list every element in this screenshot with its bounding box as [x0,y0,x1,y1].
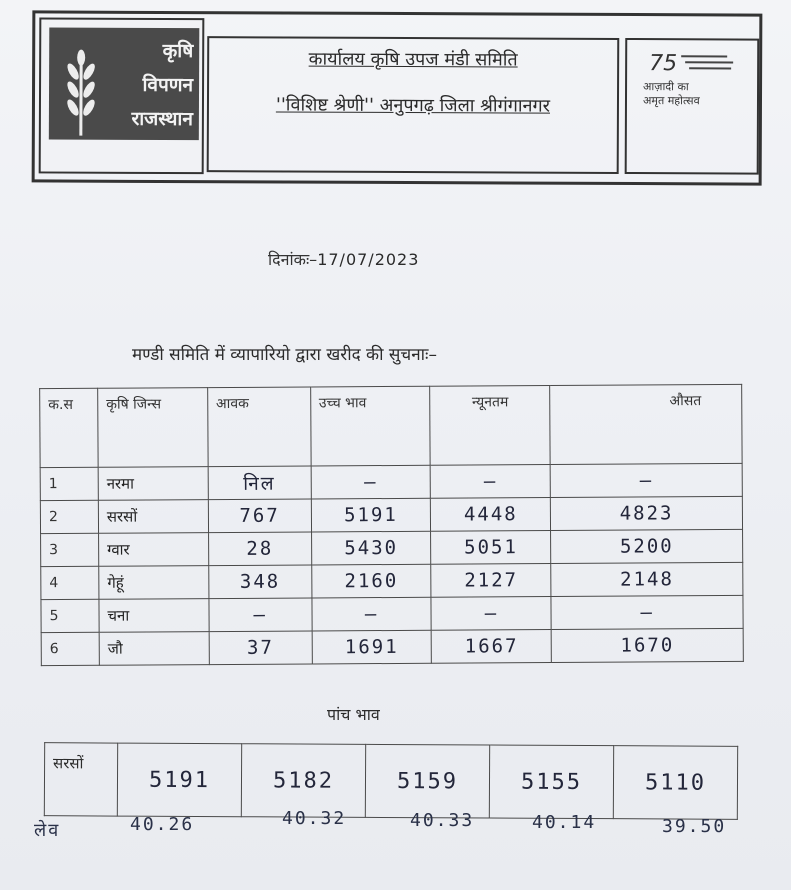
cell-high: 5430 [311,531,431,565]
cell-avg: – [551,595,743,629]
cell-serial: 5 [41,599,99,632]
cell-avg: 4823 [551,496,743,530]
wheat-icon [61,48,101,138]
table-row [41,595,743,632]
azadi-amrit-mahotsav-logo [647,48,737,76]
cell-commodity: जौ [99,632,209,666]
logo-line: विपणन [142,73,194,97]
cell-min: 1667 [432,630,552,664]
badge-text [643,80,700,108]
panch-price: 5191 [117,743,241,817]
office-name: कार्यालय कृषि उपज मंडी समिति [308,48,518,71]
panch-price: 5155 [489,745,613,819]
office-title-box [207,36,620,174]
panch-price: 5110 [613,746,737,820]
cell-min: 4448 [431,498,551,532]
cell-high: 2160 [311,564,431,598]
badge-line: आज़ादी का [643,80,689,94]
lev-label: लेव [34,820,61,841]
logo-text [107,34,193,136]
cell-avg: 1670 [551,628,743,662]
cell-high: 5191 [311,498,431,532]
cell-commodity: ग्वार [98,533,208,567]
header-commodity: कृषि जिन्स [98,388,208,468]
header-arrival: आवक [207,387,310,467]
cell-serial: 4 [41,566,99,599]
cell-high: 1691 [312,630,432,664]
cell-commodity: चना [99,599,209,633]
logo-line: कृषि [162,39,194,63]
cell-min: – [431,465,551,499]
badge-line: अमृत महोत्सव [642,94,700,108]
cell-arrival: 28 [208,532,311,566]
cell-serial: 3 [41,533,99,566]
purchase-table [39,384,744,666]
table-row [41,628,743,665]
header-serial: क.स [40,388,98,467]
cell-arrival: – [209,598,312,632]
cell-serial: 6 [41,632,99,665]
cell-commodity: गेहूं [99,566,209,600]
cell-avg: 2148 [551,562,743,596]
cell-arrival: निल [208,466,311,500]
panch-bhav-heading: पांच भाव [327,705,380,724]
cell-arrival: 37 [209,631,312,665]
lev-row [32,806,752,846]
cell-avg: 5200 [551,529,743,563]
panch-price: 5159 [365,744,489,818]
badge-number: 75 [649,51,678,77]
logo-band [49,27,199,140]
lev-value: 40.32 [282,808,347,829]
krishi-vipanan-logo [39,17,205,174]
cell-min: – [431,597,551,631]
table-row [40,463,742,500]
date-line [268,248,419,270]
purchase-notice-heading: मण्डी समिति में व्यापारियो द्वारा खरीद की सुचनाः– [132,345,437,365]
office-location: ''विशिष्ट श्रेणी'' अनुपगढ़ जिला श्रीगंगानगर [275,94,551,117]
table-row [41,529,743,566]
cell-serial: 1 [40,467,98,500]
azadi-badge [625,38,760,175]
date-label: दिनांकः– [268,250,318,269]
panch-commodity: सरसों [44,743,117,816]
cell-commodity: नरमा [98,467,208,501]
table-row [41,562,743,599]
lev-value: 40.33 [410,810,475,831]
logo-line: राजस्थान [131,107,193,131]
cell-min: 5051 [431,531,551,565]
letterhead [32,10,763,185]
cell-min: 2127 [431,564,551,598]
lev-value: 40.14 [532,812,597,833]
cell-commodity: सरसों [98,500,208,534]
table-row [40,496,742,533]
cell-high: – [311,465,431,499]
cell-serial: 2 [40,500,98,533]
cell-arrival: 348 [208,565,311,599]
date-value: 17/07/2023 [317,250,420,269]
cell-avg: – [550,463,742,497]
table-header-row [40,384,742,467]
lev-value: 39.50 [662,816,727,837]
cell-high: – [312,597,432,631]
cell-arrival: 767 [208,499,311,533]
header-min-price: न्यूनतम [430,386,550,466]
header-high-price: उच्च भाव [310,386,430,466]
lev-value: 40.26 [130,814,195,835]
panch-price: 5182 [241,744,365,818]
header-avg-price: औसत [550,384,742,464]
